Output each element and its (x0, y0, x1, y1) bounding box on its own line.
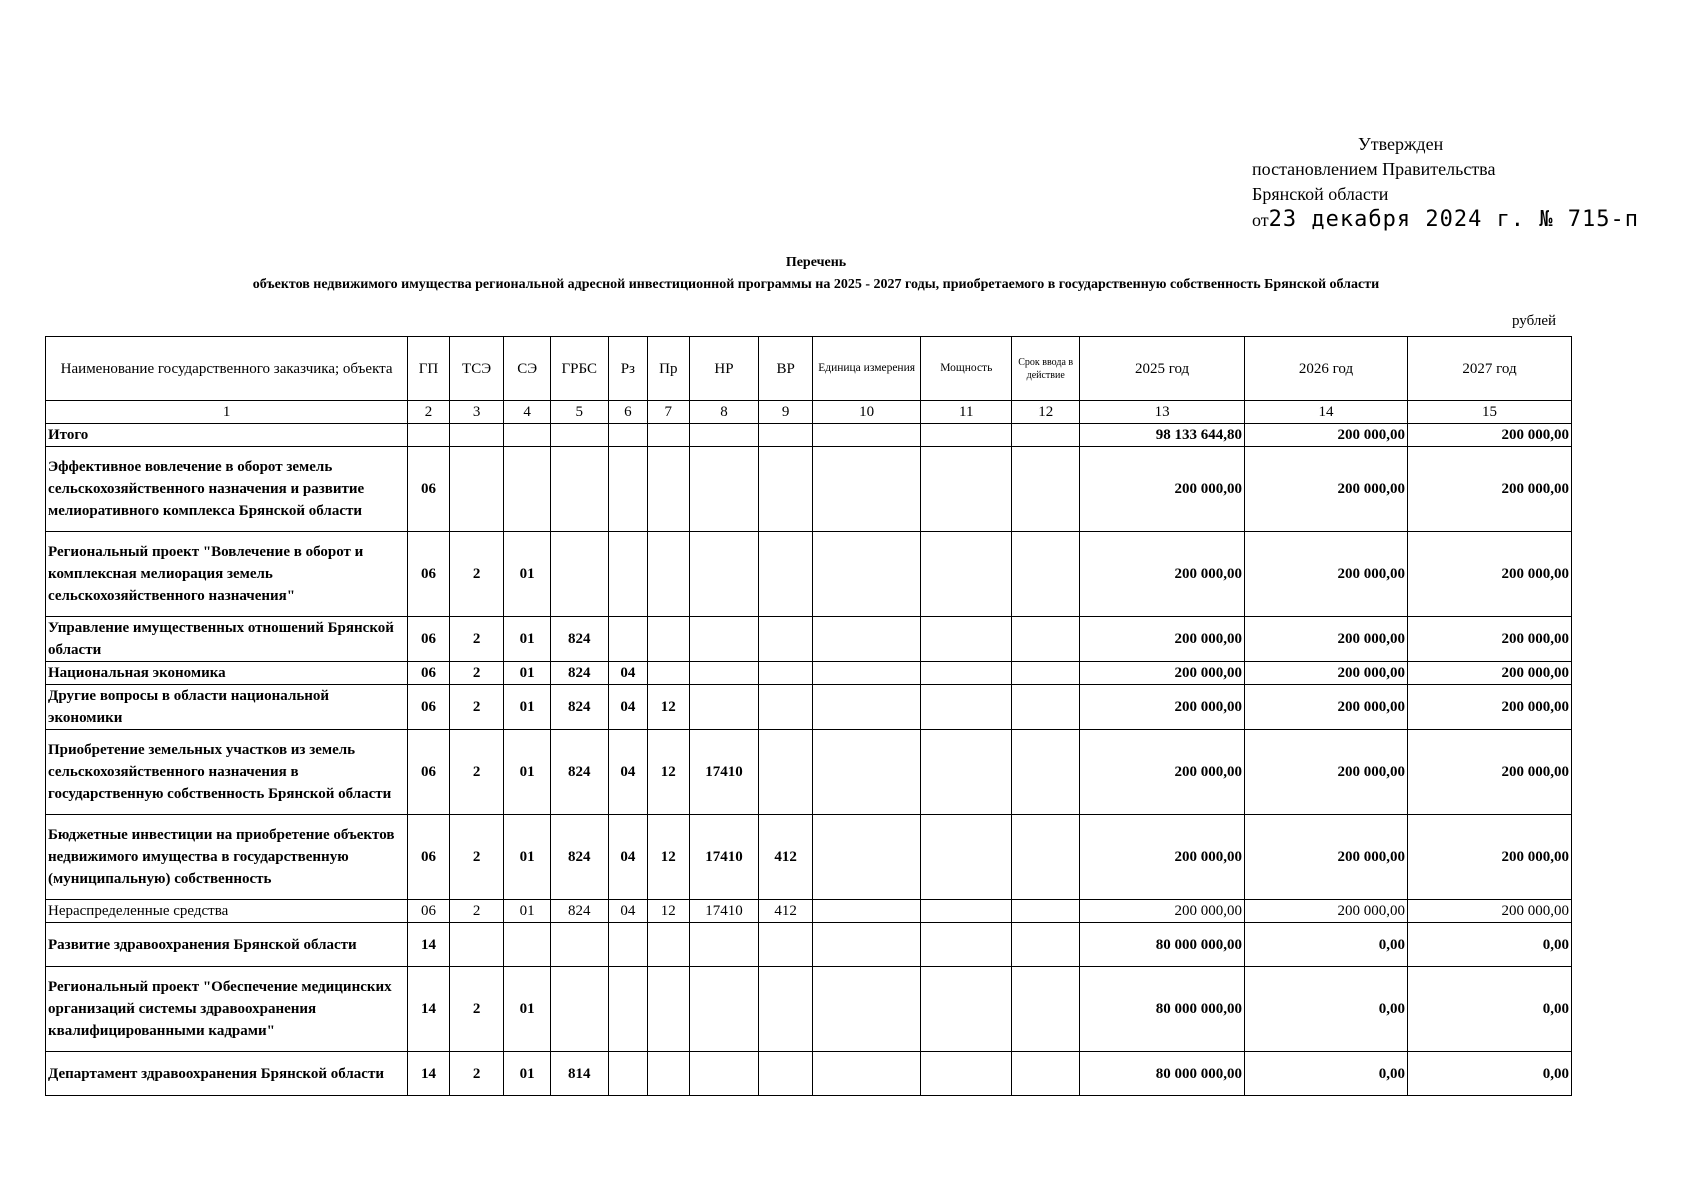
term-cell (1012, 967, 1080, 1052)
amount-2025: 200 000,00 (1080, 532, 1245, 617)
se-code (504, 447, 551, 532)
unit-cell (812, 424, 920, 447)
term-cell (1012, 447, 1080, 532)
column-number-row (46, 401, 1572, 424)
nr-code (689, 1052, 759, 1096)
column-number: 2 (408, 401, 449, 424)
table-row (46, 967, 1572, 1052)
vr-code (759, 923, 813, 967)
column-number: 3 (449, 401, 504, 424)
se-code: 01 (504, 730, 551, 815)
column-number: 8 (689, 401, 759, 424)
se-code: 01 (504, 1052, 551, 1096)
grbs-code (550, 532, 608, 617)
approval-region: Брянской области (1252, 184, 1389, 204)
amount-2027: 0,00 (1407, 923, 1571, 967)
table-body (46, 424, 1572, 1096)
unit-cell (812, 923, 920, 967)
approval-stamp (1252, 132, 1639, 233)
grbs-code: 824 (550, 900, 608, 923)
column-number: 6 (608, 401, 647, 424)
se-code: 01 (504, 967, 551, 1052)
investment-table (45, 336, 1572, 1096)
unit-cell (812, 532, 920, 617)
amount-2027: 200 000,00 (1407, 532, 1571, 617)
unit-cell (812, 447, 920, 532)
table-row (46, 532, 1572, 617)
tse-code: 2 (449, 900, 504, 923)
term-cell (1012, 532, 1080, 617)
rz-code: 04 (608, 662, 647, 685)
header-cell: 2027 год (1407, 337, 1571, 401)
nr-code (689, 617, 759, 662)
gp-code: 06 (408, 662, 449, 685)
pr-code: 12 (648, 685, 689, 730)
table-row (46, 662, 1572, 685)
gp-code: 14 (408, 923, 449, 967)
grbs-code: 824 (550, 730, 608, 815)
amount-2027: 200 000,00 (1407, 685, 1571, 730)
grbs-code (550, 967, 608, 1052)
nr-code: 17410 (689, 900, 759, 923)
rz-code (608, 967, 647, 1052)
amount-2025: 98 133 644,80 (1080, 424, 1245, 447)
table-row (46, 617, 1572, 662)
amount-2027: 200 000,00 (1407, 662, 1571, 685)
column-number: 12 (1012, 401, 1080, 424)
header-cell: НР (689, 337, 759, 401)
amount-2027: 200 000,00 (1407, 424, 1571, 447)
tse-code: 2 (449, 532, 504, 617)
pr-code (648, 532, 689, 617)
amount-2026: 200 000,00 (1245, 424, 1408, 447)
header-cell: Срок ввода в действие (1012, 337, 1080, 401)
pr-code (648, 424, 689, 447)
tse-code (449, 424, 504, 447)
amount-2027: 200 000,00 (1407, 900, 1571, 923)
rz-code (608, 923, 647, 967)
amount-2026: 200 000,00 (1245, 815, 1408, 900)
power-cell (921, 662, 1012, 685)
amount-2027: 200 000,00 (1407, 447, 1571, 532)
column-number: 1 (46, 401, 408, 424)
date-prefix: от (1252, 210, 1269, 230)
unit-cell (812, 967, 920, 1052)
amount-2027: 200 000,00 (1407, 815, 1571, 900)
power-cell (921, 617, 1012, 662)
amount-2026: 0,00 (1245, 1052, 1408, 1096)
tse-code: 2 (449, 815, 504, 900)
term-cell (1012, 617, 1080, 662)
column-number: 4 (504, 401, 551, 424)
pr-code (648, 1052, 689, 1096)
gp-code: 14 (408, 967, 449, 1052)
amount-2026: 200 000,00 (1245, 617, 1408, 662)
tse-code: 2 (449, 730, 504, 815)
object-name: Бюджетные инвестиции на приобретение объектов недвижимого имущества в государственную (муниципальную) собственность (46, 815, 408, 900)
header-row (46, 337, 1572, 401)
amount-2026: 200 000,00 (1245, 730, 1408, 815)
term-cell (1012, 900, 1080, 923)
vr-code (759, 967, 813, 1052)
nr-code: 17410 (689, 730, 759, 815)
object-name: Развитие здравоохранения Брянской области (46, 923, 408, 967)
nr-code: 17410 (689, 815, 759, 900)
term-cell (1012, 1052, 1080, 1096)
nr-code (689, 923, 759, 967)
vr-code: 412 (759, 900, 813, 923)
rz-code (608, 532, 647, 617)
power-cell (921, 1052, 1012, 1096)
se-code: 01 (504, 685, 551, 730)
vr-code (759, 532, 813, 617)
se-code: 01 (504, 815, 551, 900)
power-cell (921, 900, 1012, 923)
term-cell (1012, 923, 1080, 967)
tse-code: 2 (449, 967, 504, 1052)
se-code: 01 (504, 617, 551, 662)
header-cell: 2026 год (1245, 337, 1408, 401)
amount-2027: 200 000,00 (1407, 617, 1571, 662)
grbs-code: 824 (550, 662, 608, 685)
approval-decree: постановлением Правительства (1252, 159, 1496, 179)
unit-cell (812, 662, 920, 685)
power-cell (921, 967, 1012, 1052)
amount-2025: 200 000,00 (1080, 662, 1245, 685)
amount-2025: 80 000 000,00 (1080, 1052, 1245, 1096)
amount-2026: 200 000,00 (1245, 662, 1408, 685)
pr-code (648, 617, 689, 662)
pr-code: 12 (648, 730, 689, 815)
unit-cell (812, 1052, 920, 1096)
pr-code (648, 447, 689, 532)
column-number: 10 (812, 401, 920, 424)
tse-code: 2 (449, 685, 504, 730)
grbs-code: 824 (550, 617, 608, 662)
column-number: 9 (759, 401, 813, 424)
table-row (46, 900, 1572, 923)
vr-code (759, 424, 813, 447)
vr-code (759, 447, 813, 532)
vr-code (759, 662, 813, 685)
object-name: Департамент здравоохранения Брянской области (46, 1052, 408, 1096)
gp-code: 06 (408, 900, 449, 923)
tse-code: 2 (449, 662, 504, 685)
table-row (46, 730, 1572, 815)
power-cell (921, 815, 1012, 900)
amount-2025: 80 000 000,00 (1080, 923, 1245, 967)
amount-2026: 200 000,00 (1245, 532, 1408, 617)
amount-2027: 0,00 (1407, 967, 1571, 1052)
header-cell: Пр (648, 337, 689, 401)
object-name: Итого (46, 424, 408, 447)
pr-code (648, 662, 689, 685)
nr-code (689, 967, 759, 1052)
vr-code: 412 (759, 815, 813, 900)
unit-cell (812, 815, 920, 900)
header-cell: Наименование государственного заказчика; объекта (46, 337, 408, 401)
amount-2026: 200 000,00 (1245, 685, 1408, 730)
amount-2026: 0,00 (1245, 967, 1408, 1052)
se-code (504, 923, 551, 967)
pr-code (648, 967, 689, 1052)
date-handwritten: 23 декабря 2024 г. № 715-п (1268, 207, 1640, 232)
header-cell: СЭ (504, 337, 551, 401)
gp-code: 06 (408, 532, 449, 617)
gp-code: 06 (408, 730, 449, 815)
pr-code: 12 (648, 815, 689, 900)
rz-code (608, 424, 647, 447)
unit-cell (812, 730, 920, 815)
vr-code (759, 617, 813, 662)
column-number: 11 (921, 401, 1012, 424)
nr-code (689, 685, 759, 730)
grbs-code: 814 (550, 1052, 608, 1096)
object-name: Приобретение земельных участков из земель сельскохозяйственного назначения в государственную собственность Брянской области (46, 730, 408, 815)
unit-cell (812, 617, 920, 662)
rz-code: 04 (608, 900, 647, 923)
column-number: 7 (648, 401, 689, 424)
amount-2027: 0,00 (1407, 1052, 1571, 1096)
object-name: Эффективное вовлечение в оборот земель сельскохозяйственного назначения и развитие мелиоративного комплекса Брянской области (46, 447, 408, 532)
power-cell (921, 730, 1012, 815)
grbs-code (550, 447, 608, 532)
nr-code (689, 424, 759, 447)
pr-code (648, 923, 689, 967)
term-cell (1012, 815, 1080, 900)
column-number: 13 (1080, 401, 1245, 424)
grbs-code (550, 923, 608, 967)
gp-code: 06 (408, 685, 449, 730)
power-cell (921, 685, 1012, 730)
document-subtitle: объектов недвижимого имущества региональной адресной инвестиционной программы на 2025 - 2027 годы, приобретаемого в государственную собственность Брянской области (252, 277, 1380, 292)
column-number: 15 (1407, 401, 1571, 424)
tse-code (449, 447, 504, 532)
power-cell (921, 923, 1012, 967)
gp-code (408, 424, 449, 447)
amount-2025: 200 000,00 (1080, 730, 1245, 815)
object-name: Национальная экономика (46, 662, 408, 685)
column-number: 5 (550, 401, 608, 424)
amount-2025: 200 000,00 (1080, 447, 1245, 532)
se-code: 01 (504, 900, 551, 923)
rz-code (608, 1052, 647, 1096)
term-cell (1012, 424, 1080, 447)
header-cell: ГП (408, 337, 449, 401)
tse-code: 2 (449, 1052, 504, 1096)
rz-code: 04 (608, 685, 647, 730)
object-name: Региональный проект "Обеспечение медицинских организаций системы здравоохранения квалифицированными кадрами" (46, 967, 408, 1052)
term-cell (1012, 730, 1080, 815)
gp-code: 06 (408, 617, 449, 662)
rz-code: 04 (608, 730, 647, 815)
grbs-code: 824 (550, 815, 608, 900)
se-code: 01 (504, 662, 551, 685)
header-cell: ВР (759, 337, 813, 401)
header-cell: Мощность (921, 337, 1012, 401)
approval-title: Утвержден (1358, 134, 1444, 154)
gp-code: 14 (408, 1052, 449, 1096)
se-code: 01 (504, 532, 551, 617)
amount-2026: 200 000,00 (1245, 447, 1408, 532)
power-cell (921, 447, 1012, 532)
object-name: Другие вопросы в области национальной экономики (46, 685, 408, 730)
gp-code: 06 (408, 447, 449, 532)
header-cell: ГРБС (550, 337, 608, 401)
document-title: Перечень (785, 255, 847, 270)
amount-2025: 200 000,00 (1080, 617, 1245, 662)
amount-2025: 200 000,00 (1080, 815, 1245, 900)
term-cell (1012, 662, 1080, 685)
vr-code (759, 685, 813, 730)
header-cell: 2025 год (1080, 337, 1245, 401)
nr-code (689, 447, 759, 532)
table-row (46, 815, 1572, 900)
tse-code (449, 923, 504, 967)
amount-2025: 80 000 000,00 (1080, 967, 1245, 1052)
rz-code: 04 (608, 815, 647, 900)
column-number: 14 (1245, 401, 1408, 424)
table-row (46, 424, 1572, 447)
units-label: рублей (1512, 313, 1557, 329)
approval-date (1252, 207, 1639, 233)
power-cell (921, 424, 1012, 447)
object-name: Региональный проект "Вовлечение в оборот и комплексная мелиорация земель сельскохозяйственного назначения" (46, 532, 408, 617)
header-cell: ТСЭ (449, 337, 504, 401)
tse-code: 2 (449, 617, 504, 662)
pr-code: 12 (648, 900, 689, 923)
grbs-code: 824 (550, 685, 608, 730)
vr-code (759, 1052, 813, 1096)
header-cell: Рз (608, 337, 647, 401)
table-row (46, 447, 1572, 532)
se-code (504, 424, 551, 447)
amount-2025: 200 000,00 (1080, 685, 1245, 730)
nr-code (689, 662, 759, 685)
rz-code (608, 447, 647, 532)
amount-2027: 200 000,00 (1407, 730, 1571, 815)
grbs-code (550, 424, 608, 447)
amount-2026: 200 000,00 (1245, 900, 1408, 923)
object-name: Управление имущественных отношений Брянской области (46, 617, 408, 662)
header-cell: Единица измерения (812, 337, 920, 401)
nr-code (689, 532, 759, 617)
table-row (46, 923, 1572, 967)
unit-cell (812, 900, 920, 923)
amount-2025: 200 000,00 (1080, 900, 1245, 923)
object-name: Нераспределенные средства (46, 900, 408, 923)
gp-code: 06 (408, 815, 449, 900)
vr-code (759, 730, 813, 815)
table-row (46, 685, 1572, 730)
power-cell (921, 532, 1012, 617)
table-row (46, 1052, 1572, 1096)
rz-code (608, 617, 647, 662)
unit-cell (812, 685, 920, 730)
amount-2026: 0,00 (1245, 923, 1408, 967)
term-cell (1012, 685, 1080, 730)
